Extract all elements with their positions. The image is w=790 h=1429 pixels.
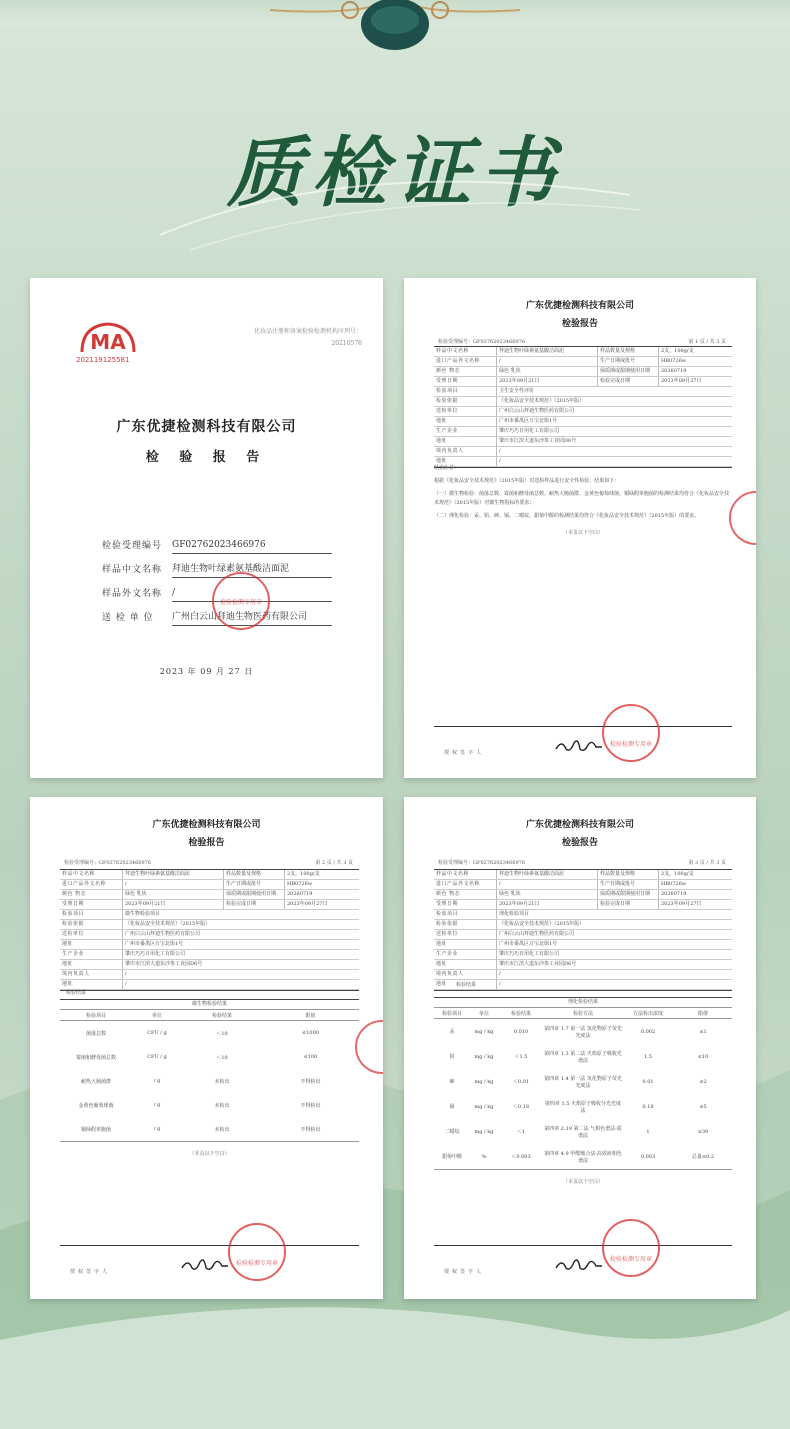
chem-result-table: [434, 997, 732, 1185]
info-row: [434, 407, 732, 417]
table-cell: 第四章 2.19 第二法 气相色谱法-质谱法: [544, 1125, 622, 1139]
inspection-stamp-icon: [600, 702, 662, 764]
summary-paragraph: （一）微生物检验：菌落总数、霉菌和酵母菌总数、耐热大肠菌群、金黄色葡萄球菌、铜绿假单胞菌的检测结果均符合《化妆品安全技术规范》（2015年版）对微生物指标的要求；: [434, 491, 730, 506]
edge-stamp-icon: [352, 1017, 383, 1077]
table-header-cell: 限值: [305, 1012, 316, 1019]
info-label: 检验依据: [434, 397, 497, 406]
table-row: [60, 1069, 359, 1093]
cma-logo-icon: [78, 320, 138, 356]
info-row: [60, 870, 359, 880]
info-value: 广州白云山拜迪生物医药有限公司: [499, 931, 575, 937]
info-label: 境内负责人: [60, 970, 123, 979]
info-value: 绿色 乳状: [497, 367, 598, 376]
table-cell: 未检出: [214, 1078, 230, 1085]
stamp-text: 检验检测专用章: [609, 741, 653, 748]
info-row: [434, 970, 732, 980]
cma-mark-text: MA: [90, 330, 126, 354]
info-label: 受理日期: [434, 377, 497, 386]
summary-paragraph: 根据《化妆品安全技术规范》（2015年版）对送检样品进行安全性检验，结果如下：: [434, 478, 620, 484]
table-header-cell: 检验结果: [211, 1012, 232, 1019]
info-row: [434, 890, 732, 900]
info-value: 2023年09月21日: [497, 900, 598, 909]
table-cell: ≤100: [303, 1054, 318, 1060]
info-value: /: [497, 357, 598, 366]
info-value: 肇庆巧巧日用化工有限公司: [125, 951, 186, 957]
micro-result-table: [60, 999, 359, 1157]
table-cell: 不得检出: [300, 1102, 321, 1109]
table-cell: 第四章 1.7 第一法 氢化物原子荧光光度法: [544, 1025, 622, 1039]
info-value: 绿色 乳状: [123, 890, 224, 899]
info-row: [434, 940, 732, 950]
table-cell: 0.002: [640, 1028, 656, 1035]
page-number: 第 2 页 / 共 3 页: [315, 860, 353, 866]
signer-label: 授权签字人: [444, 1269, 485, 1275]
sample-info-table: [434, 346, 732, 468]
info-value: /: [125, 981, 127, 987]
info-label: 检验完成日期: [224, 900, 285, 909]
section-title: 检验结果: [66, 990, 87, 996]
stamp-text: 检验检测专用章: [235, 1260, 279, 1267]
cover-field-value: /: [172, 588, 332, 602]
table-cell: mg / kg: [474, 1128, 494, 1135]
table-row: [434, 1144, 732, 1170]
table-cell: ≤1: [699, 1028, 707, 1035]
table-header-cell: 检验方法: [572, 1010, 593, 1017]
accept-number: 检验受理编号：GF02762023466976: [438, 860, 526, 866]
info-value: 广州市番禺区万宝北街1号: [499, 418, 558, 424]
info-value: 肇庆市江滨大道东沙参工业园D6号: [499, 438, 577, 444]
end-note: （本页以下空白）: [189, 1151, 230, 1157]
info-label: 检验完成日期: [598, 377, 659, 386]
info-label: 检验项目: [434, 387, 497, 396]
table-cell: ≤30: [697, 1128, 709, 1135]
info-value: 广州市番禺区万宝北街1号: [125, 941, 184, 947]
info-label: 样品数量及规格: [598, 347, 659, 356]
info-value: 拜迪生物叶绿素氨基酸洁面泥: [497, 870, 598, 879]
info-value: /: [499, 448, 501, 454]
info-label: 生产日期或批号: [598, 880, 659, 889]
table-cell: ＜0.003: [511, 1154, 531, 1160]
table-row: [434, 1069, 732, 1094]
info-value: 微生物检验项目: [125, 911, 161, 917]
info-value: /: [499, 971, 501, 977]
report-company: 广东优捷检测科技有限公司: [525, 820, 634, 830]
table-cell: 菌落总数: [85, 1030, 106, 1037]
sample-info-table: [434, 869, 732, 991]
signature-image: [554, 1254, 604, 1274]
table-cell: 1.5: [644, 1053, 652, 1060]
report-title: 检验报告: [561, 319, 598, 329]
info-row: [60, 930, 359, 940]
title-swoosh-decoration: [150, 165, 650, 255]
table-header-cell: 单位: [478, 1010, 489, 1017]
info-value: 广州白云山拜迪生物医药有限公司: [499, 408, 575, 414]
report-header-line: [64, 859, 353, 866]
table-cell: ≤2: [699, 1078, 707, 1085]
table-cell: 霉菌和酵母菌总数: [75, 1054, 116, 1061]
info-row: [434, 980, 732, 990]
signer-label: 授权签字人: [70, 1269, 111, 1275]
table-header-row: [434, 1007, 732, 1019]
info-label: 生产企业: [434, 950, 497, 959]
cloud-ornament-icon: [270, 0, 520, 62]
info-row: [434, 880, 732, 890]
summary-title: 结论汇总：: [434, 465, 460, 471]
table-cell: mg / kg: [474, 1078, 494, 1085]
info-label: 地址: [434, 960, 497, 969]
report-cover-page: [30, 278, 383, 778]
info-value: 肇庆巧巧日用化工有限公司: [499, 951, 560, 957]
table-cell: ＜0.01: [512, 1079, 530, 1085]
info-value: /: [123, 880, 224, 889]
info-label: 送检单位: [60, 930, 123, 939]
info-label: 生产日期或批号: [224, 880, 285, 889]
info-row: [434, 357, 732, 367]
table-cell: / g: [153, 1126, 161, 1132]
cover-field-label: 样品外文名称: [102, 589, 163, 599]
info-label: 生产企业: [434, 427, 497, 436]
accept-number: 检验受理编号：GF02762023466976: [438, 339, 526, 345]
info-value: 2023年09月27日: [287, 901, 328, 907]
table-cell: ＜1.5: [514, 1054, 528, 1060]
cover-field-label: 送 检 单 位: [102, 613, 154, 623]
table-cell: 第四章 4.9 甲醛缩合法-高效液相色谱法: [544, 1150, 622, 1164]
table-cell: 0.01: [642, 1078, 654, 1085]
table-cell: CFU / g: [147, 1030, 167, 1036]
table-cell: ＜10: [216, 1054, 228, 1061]
signer-label: 授权签字人: [444, 750, 485, 756]
table-cell: 铜绿假单胞菌: [80, 1126, 111, 1133]
page-number: 第 3 页 / 共 3 页: [688, 860, 726, 866]
info-label: 地址: [434, 437, 497, 446]
info-row: [434, 870, 732, 880]
info-value: 《化妆品安全技术规范》（2015年版）: [499, 398, 585, 404]
cover-field-label: 检验受理编号: [102, 541, 163, 551]
info-value: 肇庆巧巧日用化工有限公司: [499, 428, 560, 434]
table-cell: 甜菊中醇: [441, 1154, 462, 1160]
table-caption: 微生物检验结果: [191, 1001, 227, 1007]
cover-report-title: 检 验 报 告: [145, 450, 268, 465]
info-value: 20260719: [661, 368, 687, 374]
info-label: 生产日期或批号: [598, 357, 659, 366]
info-value: /: [499, 458, 501, 464]
cover-note: [222, 326, 362, 350]
info-label: 检验项目: [60, 910, 123, 919]
cover-field-row: [102, 530, 332, 554]
inspection-stamp-icon: [600, 1217, 662, 1279]
table-header-cell: 单位: [151, 1012, 162, 1019]
table-row: [60, 1117, 359, 1142]
signature-area: [60, 1245, 359, 1276]
info-label: 地址: [60, 980, 123, 989]
table-row: [434, 1094, 732, 1119]
info-value: /: [497, 880, 598, 889]
end-note: （本页以下空白）: [562, 1179, 603, 1185]
info-value: HB0726w: [287, 881, 313, 887]
report-title: 检验报告: [561, 838, 598, 848]
info-label: 保质期或限期使用日期: [224, 890, 285, 899]
info-row: [434, 397, 732, 407]
cover-field-label: 样品中文名称: [102, 565, 163, 575]
inspection-stamp-icon: [226, 1221, 288, 1283]
table-cell: 第四章 1.4 第一法 氢化物原子荧光光度法: [544, 1075, 622, 1089]
info-label: 检验依据: [434, 920, 497, 929]
info-row: [434, 387, 732, 397]
table-cell: / g: [153, 1078, 161, 1084]
info-value: /: [125, 971, 127, 977]
info-label: 地址: [60, 960, 123, 969]
info-row: [60, 940, 359, 950]
table-cell: mg / kg: [474, 1103, 494, 1110]
info-label: 地址: [434, 980, 497, 989]
table-cell: ＜0.18: [512, 1104, 530, 1110]
info-row: [434, 427, 732, 437]
info-row: [434, 900, 732, 910]
table-cell: ≤5: [699, 1103, 707, 1110]
table-header-cell: 检验结果: [510, 1010, 531, 1017]
cover-field-value: GF02762023466976: [172, 540, 332, 554]
info-label: 进口产品外文名称: [434, 880, 497, 889]
info-label: 样品数量及规格: [598, 870, 659, 879]
signature-area: [434, 1245, 732, 1276]
info-label: 境内负责人: [434, 970, 497, 979]
cover-date: 2023 年 09 月 27 日: [159, 667, 254, 676]
table-cell: 铅: [449, 1054, 455, 1060]
edge-stamp-icon: [726, 488, 756, 548]
info-label: 地址: [434, 940, 497, 949]
info-label: 送检单位: [434, 930, 497, 939]
cma-number: 202119125581: [76, 356, 130, 364]
info-label: 样品中文名称: [434, 347, 497, 356]
info-label: 受理日期: [60, 900, 123, 909]
info-label: 样品中文名称: [60, 870, 123, 879]
info-value: 20260719: [661, 891, 687, 897]
table-cell: 耐热大肠菌群: [80, 1078, 111, 1085]
summary-paragraph: （二）理化检验：汞、铅、砷、镉、二噁烷、甜菊中醇的检测结果均符合《化妆品安全技术规范》（2015年版）的要求。: [434, 513, 700, 519]
report-page-3: [404, 797, 756, 1299]
info-value: 20260719: [287, 891, 313, 897]
info-row: [60, 920, 359, 930]
table-row: [434, 1119, 732, 1144]
info-row: [60, 980, 359, 990]
cover-field-value: 广州白云山拜迪生物医药有限公司: [172, 609, 332, 626]
table-row: [60, 1093, 359, 1117]
table-cell: 不得检出: [300, 1126, 321, 1133]
report-page-2: [30, 797, 383, 1299]
info-value: 2023年09月27日: [661, 378, 702, 384]
info-label: 进口产品外文名称: [434, 357, 497, 366]
stamp-text: 检验检测专用章: [609, 1256, 653, 1263]
table-cell: 1: [646, 1128, 650, 1135]
info-value: 《化妆品安全技术规范》（2015年版）: [125, 921, 211, 927]
info-label: 地址: [60, 940, 123, 949]
table-header-cell: 限值: [697, 1010, 708, 1017]
table-cell: ＜10: [216, 1030, 228, 1037]
info-label: 地址: [434, 417, 497, 426]
info-label: 境内负责人: [434, 447, 497, 456]
table-caption: 理化检验结果: [567, 999, 598, 1005]
info-value: 卫生安全性评价: [499, 388, 535, 394]
cover-company: 广东优捷检测科技有限公司: [116, 419, 297, 435]
report-header-line: [438, 859, 726, 866]
info-row: [434, 447, 732, 457]
table-row: [60, 1021, 359, 1045]
signature-image: [554, 735, 604, 755]
table-cell: ≤10: [697, 1053, 709, 1060]
table-cell: mg / kg: [474, 1028, 494, 1035]
info-row: [60, 910, 359, 920]
table-cell: ≤1000: [302, 1030, 319, 1036]
info-row: [434, 417, 732, 427]
signature-image: [180, 1254, 230, 1274]
info-label: 受理日期: [434, 900, 497, 909]
accept-number: 检验受理编号：GF02762023466976: [64, 860, 152, 866]
report-company: 广东优捷检测科技有限公司: [525, 301, 634, 311]
info-value: 2023年09月21日: [497, 377, 598, 386]
table-row: [434, 1019, 732, 1044]
inspection-stamp-icon: [210, 570, 272, 632]
table-cell: 第四章 1.3 第二法 火焰原子吸收光谱法: [544, 1050, 622, 1064]
info-label: 颜色 物态: [434, 890, 497, 899]
info-value: 肇庆市江滨大道东沙参工业园D6号: [125, 961, 203, 967]
info-value: 广州市番禺区万宝北街1号: [499, 941, 558, 947]
table-cell: 二噁烷: [444, 1129, 460, 1135]
signature-area: [434, 726, 732, 757]
info-row: [60, 950, 359, 960]
info-label: 检验依据: [60, 920, 123, 929]
info-label: 保质期或限期使用日期: [598, 890, 659, 899]
table-cell: 0.18: [642, 1103, 654, 1110]
page-title: 质检证书: [227, 128, 563, 217]
report-page-1: [404, 278, 756, 778]
table-cell: 金黄色葡萄球菌: [78, 1102, 114, 1109]
info-row: [434, 347, 732, 357]
table-cell: 镉: [449, 1104, 455, 1110]
section-title: 检验结果: [456, 982, 477, 988]
info-row: [434, 377, 732, 387]
table-row: [434, 1044, 732, 1069]
info-row: [434, 960, 732, 970]
info-row: [434, 910, 732, 920]
info-row: [434, 930, 732, 940]
table-header-cell: 检验项目: [85, 1012, 106, 1019]
info-value: 2支，100g/支: [661, 871, 694, 877]
table-cell: 第四章 1.5 火焰原子吸收分光光度法: [544, 1100, 622, 1114]
info-value: 2支，100g/支: [287, 871, 320, 877]
table-header-row: [60, 1009, 359, 1021]
info-value: 理化检验项目: [499, 911, 530, 917]
info-row: [60, 890, 359, 900]
info-row: [434, 950, 732, 960]
table-cell: 汞: [449, 1029, 455, 1035]
info-row: [60, 880, 359, 890]
sample-info-table: [60, 869, 359, 991]
table-cell: 未检出: [214, 1126, 230, 1133]
stamp-text: 检验检测专用章: [219, 599, 263, 606]
report-title: 检验报告: [188, 838, 225, 848]
table-row: [60, 1045, 359, 1069]
info-label: 样品中文名称: [434, 870, 497, 879]
info-value: 拜迪生物叶绿素氨基酸洁面泥: [123, 870, 224, 879]
info-row: [60, 900, 359, 910]
table-header-cell: 方法检出浓度: [632, 1010, 663, 1017]
table-cell: 0.003: [640, 1153, 656, 1160]
info-value: 拜迪生物叶绿素氨基酸洁面泥: [497, 347, 598, 356]
info-label: 颜色 物态: [434, 367, 497, 376]
info-row: [434, 367, 732, 377]
info-value: 2支，100g/支: [661, 348, 694, 354]
cover-field-value: 拜迪生物叶绿素氨基酸洁面泥: [172, 561, 332, 578]
info-label: 检验项目: [434, 910, 497, 919]
page-number: 第 1 页 / 共 3 页: [688, 339, 726, 345]
info-label: 保质期或限期使用日期: [598, 367, 659, 376]
info-label: 样品数量及规格: [224, 870, 285, 879]
info-label: 地址: [434, 457, 497, 466]
table-cell: 不得检出: [300, 1078, 321, 1085]
cover-note-line1: 化妆品注册和备案检验检测机构序列号：: [253, 328, 362, 335]
info-value: 广州白云山拜迪生物医药有限公司: [125, 931, 201, 937]
cover-note-line2: 20210576: [331, 340, 362, 347]
info-label: 进口产品外文名称: [60, 880, 123, 889]
info-value: 肇庆市江滨大道东沙参工业园D6号: [499, 961, 577, 967]
info-row: [60, 970, 359, 980]
table-cell: 总量≤0.2: [691, 1154, 715, 1160]
table-cell: ＜1: [516, 1129, 526, 1135]
table-cell: mg / kg: [474, 1053, 494, 1060]
table-cell: 未检出: [214, 1102, 230, 1109]
info-label: 检验完成日期: [598, 900, 659, 909]
info-label: 颜色 物态: [60, 890, 123, 899]
table-header-cell: 检验项目: [441, 1010, 462, 1017]
info-label: 送检单位: [434, 407, 497, 416]
info-value: 《化妆品安全技术规范》（2015年版）: [499, 921, 585, 927]
info-value: /: [499, 981, 501, 987]
info-row: [434, 920, 732, 930]
table-cell: / g: [153, 1102, 161, 1108]
info-row: [60, 960, 359, 970]
report-company: 广东优捷检测科技有限公司: [152, 820, 261, 830]
info-label: 生产企业: [60, 950, 123, 959]
info-value: HB0726w: [661, 358, 687, 364]
table-cell: %: [481, 1153, 487, 1160]
end-note: （本页以下空白）: [562, 530, 603, 536]
info-value: 2023年09月27日: [661, 901, 702, 907]
report-header-line: [438, 338, 726, 345]
info-value: 绿色 乳状: [497, 890, 598, 899]
info-value: 2023年09月21日: [123, 900, 224, 909]
conclusion-summary: [434, 464, 732, 538]
info-value: HB0726w: [661, 881, 687, 887]
table-cell: 砷: [449, 1079, 455, 1085]
info-row: [434, 437, 732, 447]
table-cell: 0.010: [513, 1028, 529, 1035]
table-cell: CFU / g: [147, 1054, 167, 1060]
